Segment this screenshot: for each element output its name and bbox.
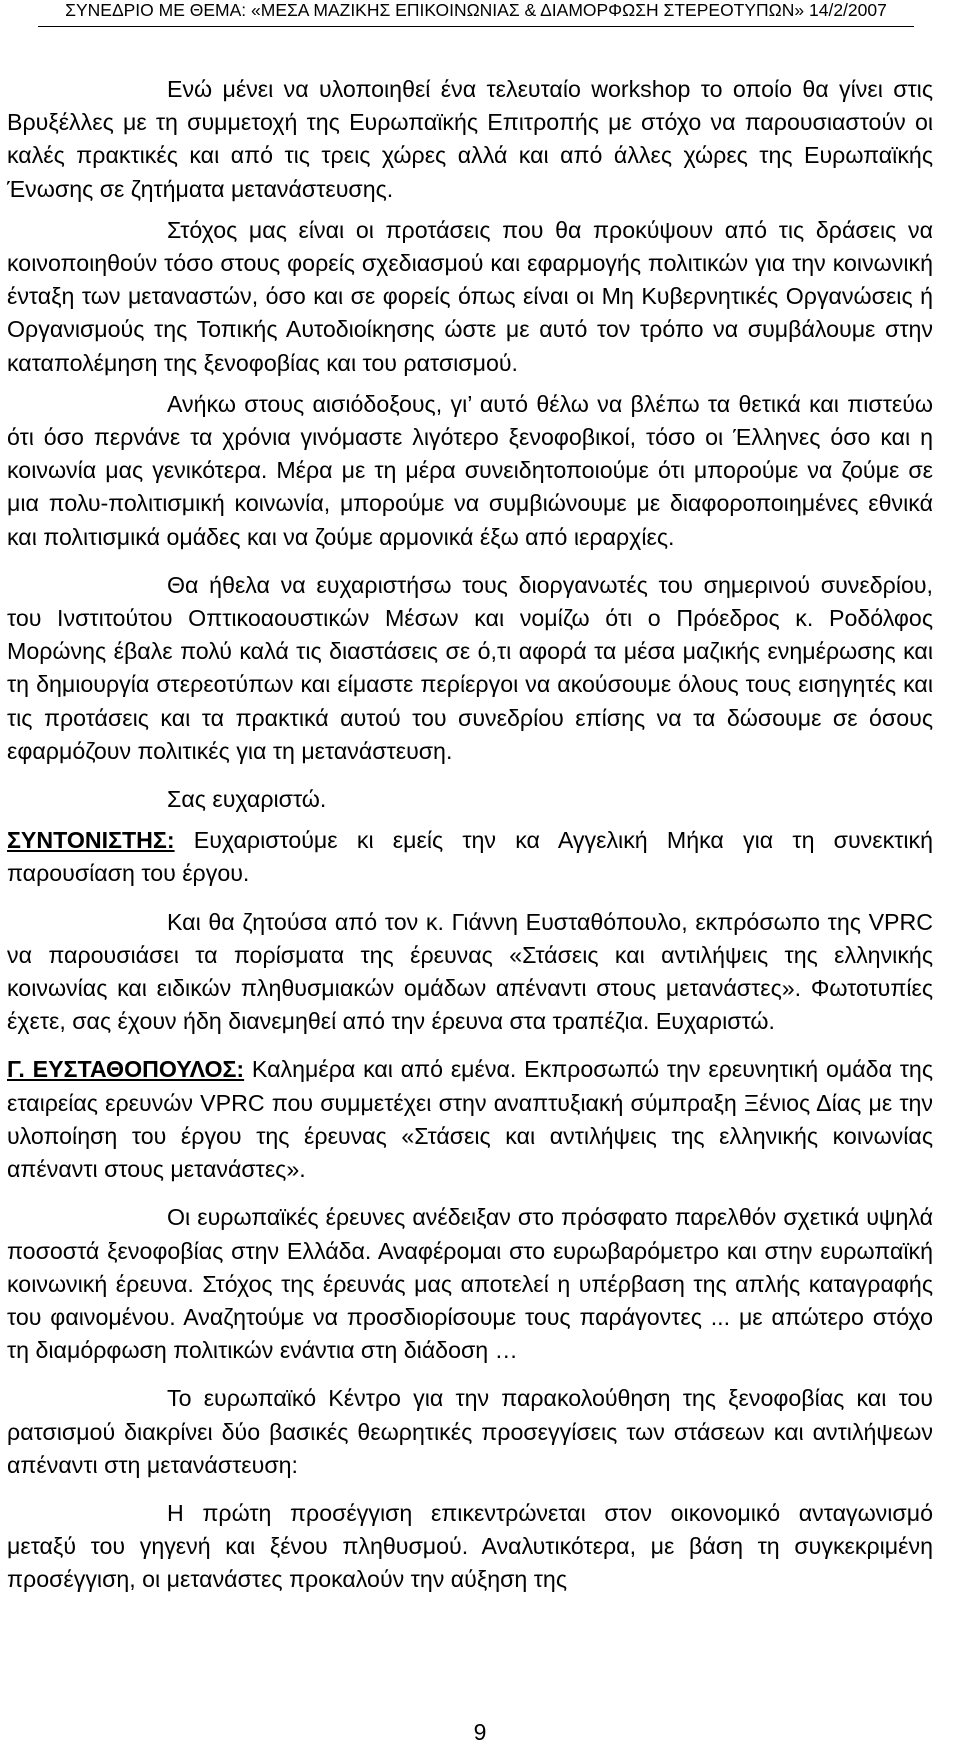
- paragraph-4: Θα ήθελα να ευχαριστήσω τους διοργανωτές του σημερινού συνεδρίου, του Ινστιτούτου Οπτικοαουστικών Μέσων και νομίζω ότι ο Πρόεδρος κ. Ροδόλφος Μορώνης έβαλε πολύ καλά τις διαστάσεις σε ό,τι αφορά τα μέσα μαζικής ενημέρωσης και τη δημιουργία στερεοτύπων και είμαστε περίεργοι να ακούσουμε όλους τους εισηγητές και τις προτάσεις και τα πρακτικά αυτού του συνεδρίου επίσης να τα δώσουμε σε όσους εφαρμόζουν πολιτικές για τη μετανάστευση.: [7, 571, 933, 764]
- paragraph-8: [7, 1053, 933, 1186]
- paragraph-8-text: Καλημέρα και από εμένα. Εκπροσωπώ την ερευνητική ομάδα της εταιρείας ερευνών VPRC που συμμετέχει στην αναπτυξιακή σύμπραξη Ξένιος Δίας με την υλοποίηση του έργου της έρευνας «Στάσεις και αντιλήψεις της ελληνικής κοινωνίας απέναντι στους μετανάστες».: [7, 1056, 933, 1183]
- speaker-efstathopoulos: Γ. ΕΥΣΤΑΘΟΠΟΥΛΟΣ:: [7, 1056, 245, 1083]
- page-number: 9: [473, 1719, 487, 1745]
- paragraph-5: Σας ευχαριστώ.: [167, 786, 327, 813]
- paragraph-9: Οι ευρωπαϊκές έρευνες ανέδειξαν στο πρόσφατο παρελθόν σχετικά υψηλά ποσοστά ξενοφοβίας στην Ελλάδα. Αναφέρομαι στο ευρωβαρόμετρο και στην ευρωπαϊκή κοινωνική έρευνα. Στόχος της έρευνάς μας αποτελεί η υπέρβαση της απλής καταγραφής του φαινομένου. Αναζητούμε να προσδιορίσουμε τους παράγοντες ... με απώτερο στόχο τη διαμόρφωση πολιτικών ενάντια στη διάδοση …: [7, 1204, 933, 1364]
- paragraph-3: Ανήκω στους αισιόδοξους, γι’ αυτό θέλω να βλέπω τα θετικά και πιστεύω ότι όσο περνάνε τα χρόνια γινόμαστε λιγότερο ξενοφοβικοί, τόσο οι Έλληνες όσο και η κοινωνία μας γενικότερα. Μέρα με τη μέρα συνειδητοποιούμε ότι μπορούμε να ζούμε σε μια πολυ-πολιτισμική κοινωνία, μπορούμε να συμβιώνουμε με διαφοροποιημένες εθνικά και πολιτισμικά ομάδες και να ζούμε αρμονικά έξω από ιεραρχίες.: [7, 390, 933, 550]
- paragraph-6-text: Ευχαριστούμε κι εμείς την κα Αγγελική Μήκα για τη συνεκτική παρουσίαση του έργου.: [7, 827, 933, 887]
- page-footer: [0, 1718, 960, 1746]
- document-body: [7, 73, 933, 1597]
- document-header: [38, 0, 914, 27]
- paragraph-6: [7, 824, 933, 890]
- header-title: ΣΥΝΕΔΡΙΟ ΜΕ ΘΕΜΑ: «ΜΕΣΑ ΜΑΖΙΚΗΣ ΕΠΙΚΟΙΝΩΝΙΑΣ & ΔΙΑΜΟΡΦΩΣΗ ΣΤΕΡΕΟΤΥΠΩΝ» 14/2/2007: [65, 0, 887, 20]
- paragraph-7: Και θα ζητούσα από τον κ. Γιάννη Ευσταθόπουλο, εκπρόσωπο της VPRC να παρουσιάσει τα πορίσματα της έρευνας «Στάσεις και αντιλήψεις της ελληνικής κοινωνίας και ειδικών πληθυσμιακών ομάδων απέναντι στους μετανάστες». Φωτοτυπίες έχετε, σας έχουν ήδη διανεμηθεί από την έρευνα στα τραπέζια. Ευχαριστώ.: [7, 908, 933, 1035]
- speaker-coordinator: ΣΥΝΤΟΝΙΣΤΗΣ:: [7, 827, 175, 854]
- paragraph-11: Η πρώτη προσέγγιση επικεντρώνεται στον οικονομικό ανταγωνισμό μεταξύ του γηγενή και ξένου πληθυσμού. Αναλυτικότερα, με βάση τη συγκεκριμένη προσέγγιση, οι μετανάστες προκαλούν την αύξηση της: [7, 1499, 933, 1593]
- paragraph-10: Το ευρωπαϊκό Κέντρο για την παρακολούθηση της ξενοφοβίας και του ρατσισμού διακρίνει δύο βασικές θεωρητικές προσεγγίσεις των στάσεων και αντιλήψεων απέναντι στη μετανάστευση:: [7, 1385, 933, 1478]
- paragraph-1: Ενώ μένει να υλοποιηθεί ένα τελευταίο workshop το οποίο θα γίνει στις Βρυξέλλες με τη συμμετοχή της Ευρωπαϊκής Επιτροπής με στόχο να παρουσιαστούν οι καλές πρακτικές και από τις τρεις χώρες αλλά και από άλλες χώρες της Ευρωπαϊκής Ένωσης σε ζητήματα μετανάστευσης.: [7, 76, 933, 202]
- paragraph-2: Στόχος μας είναι οι προτάσεις που θα προκύψουν από τις δράσεις να κοινοποιηθούν τόσο στους φορείς σχεδιασμού και εφαρμογής πολιτικών για την κοινωνική ένταξη των μεταναστών, όσο και σε φορείς όπως είναι οι Μη Κυβερνητικές Οργανώσεις ή Οργανισμούς της Τοπικής Αυτοδιοίκησης ώστε με αυτό τον τρόπο να συμβάλουμε στην καταπολέμηση της ξενοφοβίας και του ρατσισμού.: [7, 216, 933, 376]
